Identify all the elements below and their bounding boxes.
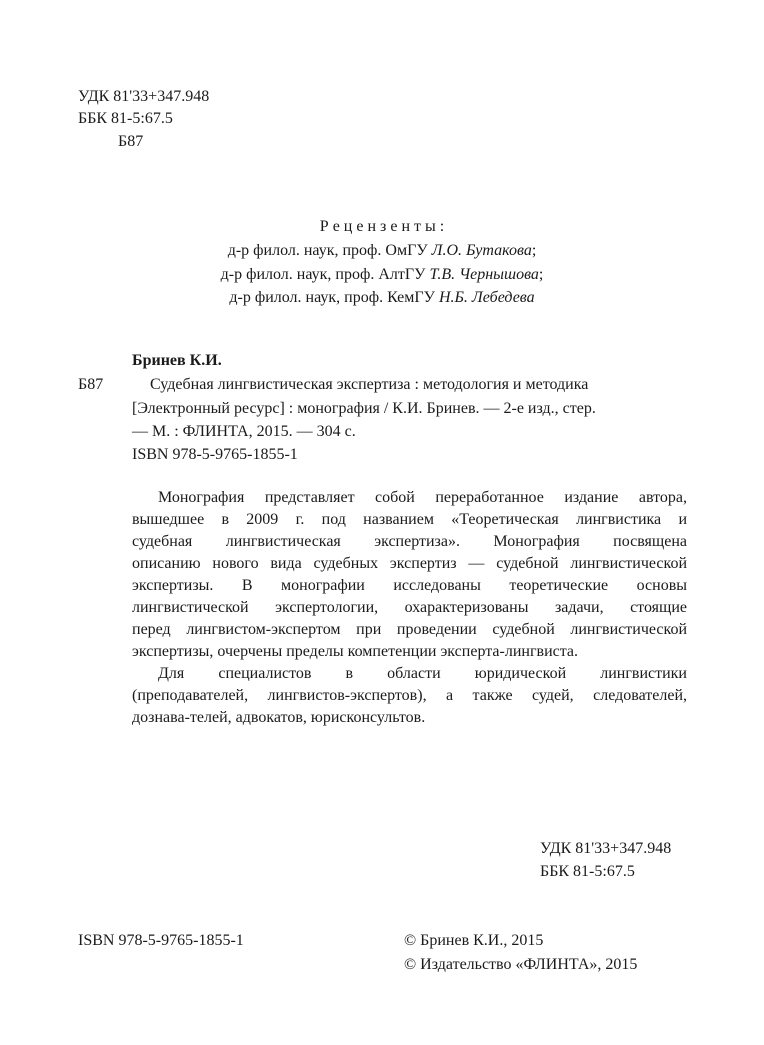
udk-code-top: УДК 81'33+347.948 (78, 88, 210, 105)
reviewer-line (82, 287, 682, 309)
bbk-code-bottom: ББК 81-5:67.5 (540, 863, 635, 880)
footer-isbn: ISBN 978-5-9765-1855-1 (78, 932, 244, 949)
record-title-line: Судебная лингвистическая экспертиза : методология и методика (150, 376, 589, 393)
annotation-line: вышедшее в 2009 г. под названием «Теоретическая лингвистика и (132, 511, 687, 528)
reviewer-name: Н.Б. Лебедева (438, 289, 535, 306)
bbk-code-top: ББК 81-5:67.5 (78, 110, 173, 127)
reviewer-line (82, 240, 682, 262)
annotation-line: экспертизы. В монографии исследованы теоретические основы (132, 577, 687, 594)
annotation-line: описанию нового вида судебных экспертиз — судебной лингвистической (132, 555, 687, 572)
author-mark-top: Б87 (118, 133, 144, 150)
annotation-line: дознава-телей, адвокатов, юрисконсультов. (132, 709, 426, 726)
annotation-line: Монография представляет собой переработанное издание автора, (158, 489, 687, 506)
record-author: Бринев К.И. (132, 352, 222, 369)
reviewer-position: д-р филол. наук, проф. КемГУ (229, 289, 439, 306)
annotation-line: лингвистической экспертологии, охарактеризованы задачи, стоящие (132, 599, 687, 616)
record-author-mark: Б87 (78, 376, 104, 393)
record-isbn: ISBN 978-5-9765-1855-1 (132, 446, 298, 463)
reviewer-punct: ; (538, 266, 544, 283)
udk-code-bottom: УДК 81'33+347.948 (540, 840, 672, 857)
annotation-line: (преподавателей, лингвистов-экспертов), а также судей, следователей, (132, 687, 687, 704)
record-description-line: [Электронный ресурс] : монография / К.И. Бринев. — 2-е изд., стер. (132, 400, 596, 417)
reviewer-name: Л.О. Бутакова (431, 242, 532, 259)
reviewer-punct: ; (531, 242, 537, 259)
reviewers-heading: Р е ц е н з е н т ы : (319, 218, 445, 235)
copyright-publisher: © Издательство «ФЛИНТА», 2015 (404, 956, 638, 973)
annotation-line: перед лингвистом-экспертом при проведении судебной лингвистической (132, 621, 687, 638)
annotation-line: экспертизы, очерчены пределы компетенции эксперта-лингвиста. (132, 643, 579, 660)
copyright-author: © Бринев К.И., 2015 (404, 932, 544, 949)
annotation (132, 487, 687, 729)
annotation-line: Для специалистов в области юридической лингвистики (158, 665, 687, 682)
record-publication-line: — М. : ФЛИНТА, 2015. — 304 с. (132, 423, 356, 440)
reviewer-position: д-р филол. наук, проф. ОмГУ (227, 242, 432, 259)
reviewer-line (82, 264, 682, 286)
reviewer-name: Т.В. Чернышова (429, 266, 539, 283)
reviewer-position: д-р филол. наук, проф. АлтГУ (220, 266, 430, 283)
annotation-line: судебная лингвистическая экспертиза». Монография посвящена (132, 533, 687, 550)
